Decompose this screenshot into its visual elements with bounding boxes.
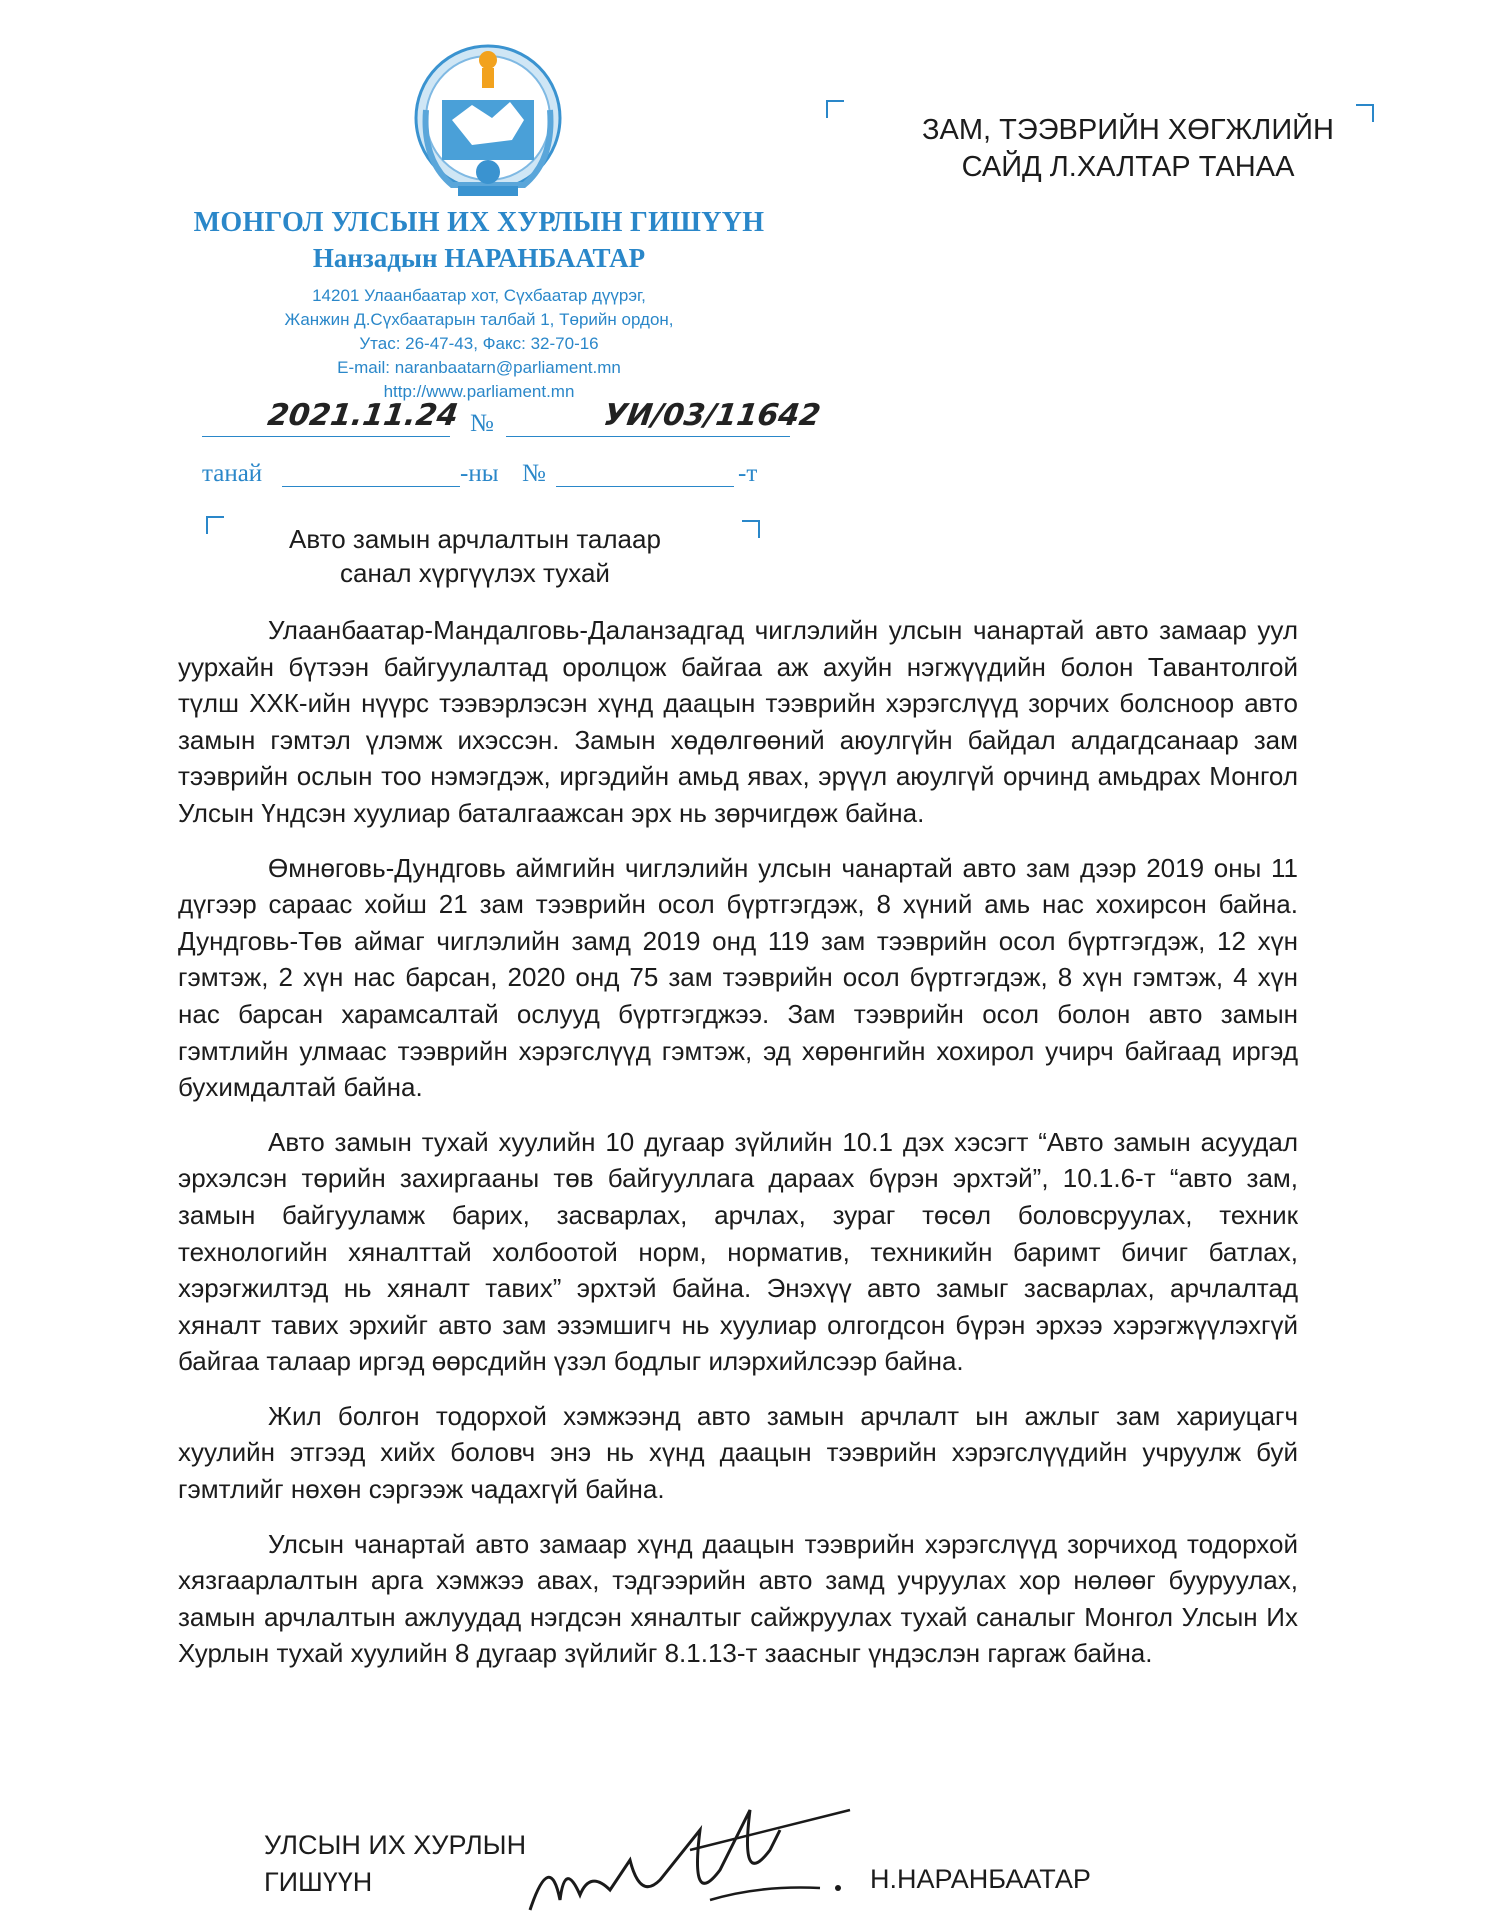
corner-mark [206,516,224,534]
signatory-name: Н.НАРАНБААТАР [870,1864,1091,1894]
corner-mark [742,520,760,538]
mongolia-state-emblem-icon [412,30,564,205]
your-label: танай [202,460,263,487]
signature-title [264,1827,526,1901]
ny-label: -ны [460,460,499,487]
your-number-line [556,486,734,487]
t-label: -т [738,460,758,487]
body-paragraph: Жил болгон тодорхой хэмжээнд авто замын арчлалт ын ажлыг зам хариуцагч хуулийн этгээд хийх боловч энэ нь хүнд даацын тээврийн хэрэгслүүдийн учруулж буй гэмтлийг нөхөн сэргээж чадахгүй байна. [178,1400,1298,1505]
subject-line: санал хүргүүлэх тухай [340,558,610,588]
date-line [202,436,450,437]
address-line: Утас: 26-47-43, Факс: 32-70-16 [359,334,599,353]
address-line: Жанжин Д.Сүхбаатарын талбай 1, Төрийн ордон, [284,310,674,329]
recipient-line: ЗАМ, ТЭЭВРИЙН ХӨГЖЛИЙН [922,114,1334,146]
letterhead-title: МОНГОЛ УЛСЫН ИХ ХУРЛЫН ГИШҮҮН [193,207,765,238]
address-line: 14201 Улаанбаатар хот, Сүхбаатар дүүрэг, [312,286,646,305]
subject-line: Авто замын арчлалтын талаар [289,524,661,554]
recipient-line: САЙД Л.ХАЛТАР ТАНАА [961,151,1295,183]
signature-title-line: УЛСЫН ИХ ХУРЛЫН [264,1830,527,1860]
your-number-label: № [522,460,546,487]
corner-mark [826,100,844,118]
number-label: № [470,410,494,437]
number-handwritten: УИ/03/11642 [601,398,823,433]
your-date-line [282,486,460,487]
number-line [506,436,790,437]
body-paragraph: Авто замын тухай хуулийн 10 дугаар зүйлийн 10.1 дэх хэсэгт “Авто замын асуудал эрхэлсэн төрийн захиргааны төв байгууллага дараах бүрэн эрхтэй”, 10.1.6-т “авто зам, замын байгууламж барих, засварлах, арчлах, зураг төсөл боловсруулах, техник технологийн хяналттай холбоотой норм, норматив, техникийн баримт бичиг батлах, хэрэгжилтэд нь хяналт тавих” эрхтэй байна. Энэхүү авто замыг засварлах, арчлалтад хяналт тавих эрхийг авто зам эзэмшигч нь хуулиар олгогдсон бүрэн эрхээ хэрэгжүүлэхгүй байгаа талаар иргэд өөрсдийн үзэл бодлыг илэрхийлсээр байна. [178,1126,1298,1377]
letter-body [178,612,1298,1690]
body-paragraph: Улсын чанартай авто замаар хүнд даацын тээврийн хэрэгслүүд зорчиход тодорхой хязгаарлалтын арга хэмжээ авах, тэдгээрийн авто замд учруулах хор нөлөөг бууруулах, замын арчлалтын ажлуудад нэгдсэн хяналтыг сайжруулах тухай саналыг Монгол Улсын Их Хурлын тухай хуулийн 8 дугаар зүйлийг 8.1.13-т заасныг үндэслэн гаргаж байна. [178,1528,1298,1669]
date-handwritten: 2021.11.24 [265,398,461,433]
email-line: E-mail: naranbaatarn@parliament.mn [337,358,621,377]
body-paragraph: Өмнөговь-Дундговь аймгийн чиглэлийн улсын чанартай авто зам дээр 2019 оны 11 дүгээр сараас хойш 21 зам тээврийн осол бүртгэгдэж, 8 хүний амь нас хохирсон байна. Дундговь-Төв аймаг чиглэлийн замд 2019 онд 119 зам тээврийн осол бүртгэгдэж, 12 хүн гэмтэж, 2 хүн нас барсан, 2020 онд 75 зам тээврийн осол бүртгэгдэж, 8 хүн гэмтэж, 4 хүн нас барсан харамсалтай ослууд бүртгэгджээ. Зам тээврийн осол болон авто замын гэмтлийн улмаас тээврийн хэрэгслүүд гэмтэж, эд хөрөнгийн хохирол учирч байгаад иргэд бухимдалтай байна. [178,852,1298,1103]
signature-title-line: ГИШҮҮН [264,1867,373,1897]
handwritten-signature-icon [520,1790,860,1925]
recipient [858,112,1398,186]
letterhead-name: Нанзадын НАРАНБААТАР [312,243,646,273]
subject [230,522,720,590]
website-line: http://www.parliament.mn [383,382,575,401]
body-paragraph: Улаанбаатар-Мандалговь-Даланзадгад чиглэлийн улсын чанартай авто замаар уул уурхайн бүтээн байгуулалтад оролцож байгаа аж ахуйн нэгжүүдийн болон Тавантолгой түлш ХХК-ийн нүүрс тээвэрлэсэн хүнд даацын тээврийн хэрэгслүүд зорчих болсноор авто замын гэмтэл үлэмж ихэссэн. Замын хөдөлгөөний аюулгүйн байдал алдагдсанаар зам тээврийн ослын тоо нэмэгдэж, иргэдийн амьд явах, эрүүл аюулгүй орчинд амьдрах Монгол Улсын Үндсэн хуулиар баталгаажсан эрх нь зөрчигдөж байна. [178,615,1298,828]
